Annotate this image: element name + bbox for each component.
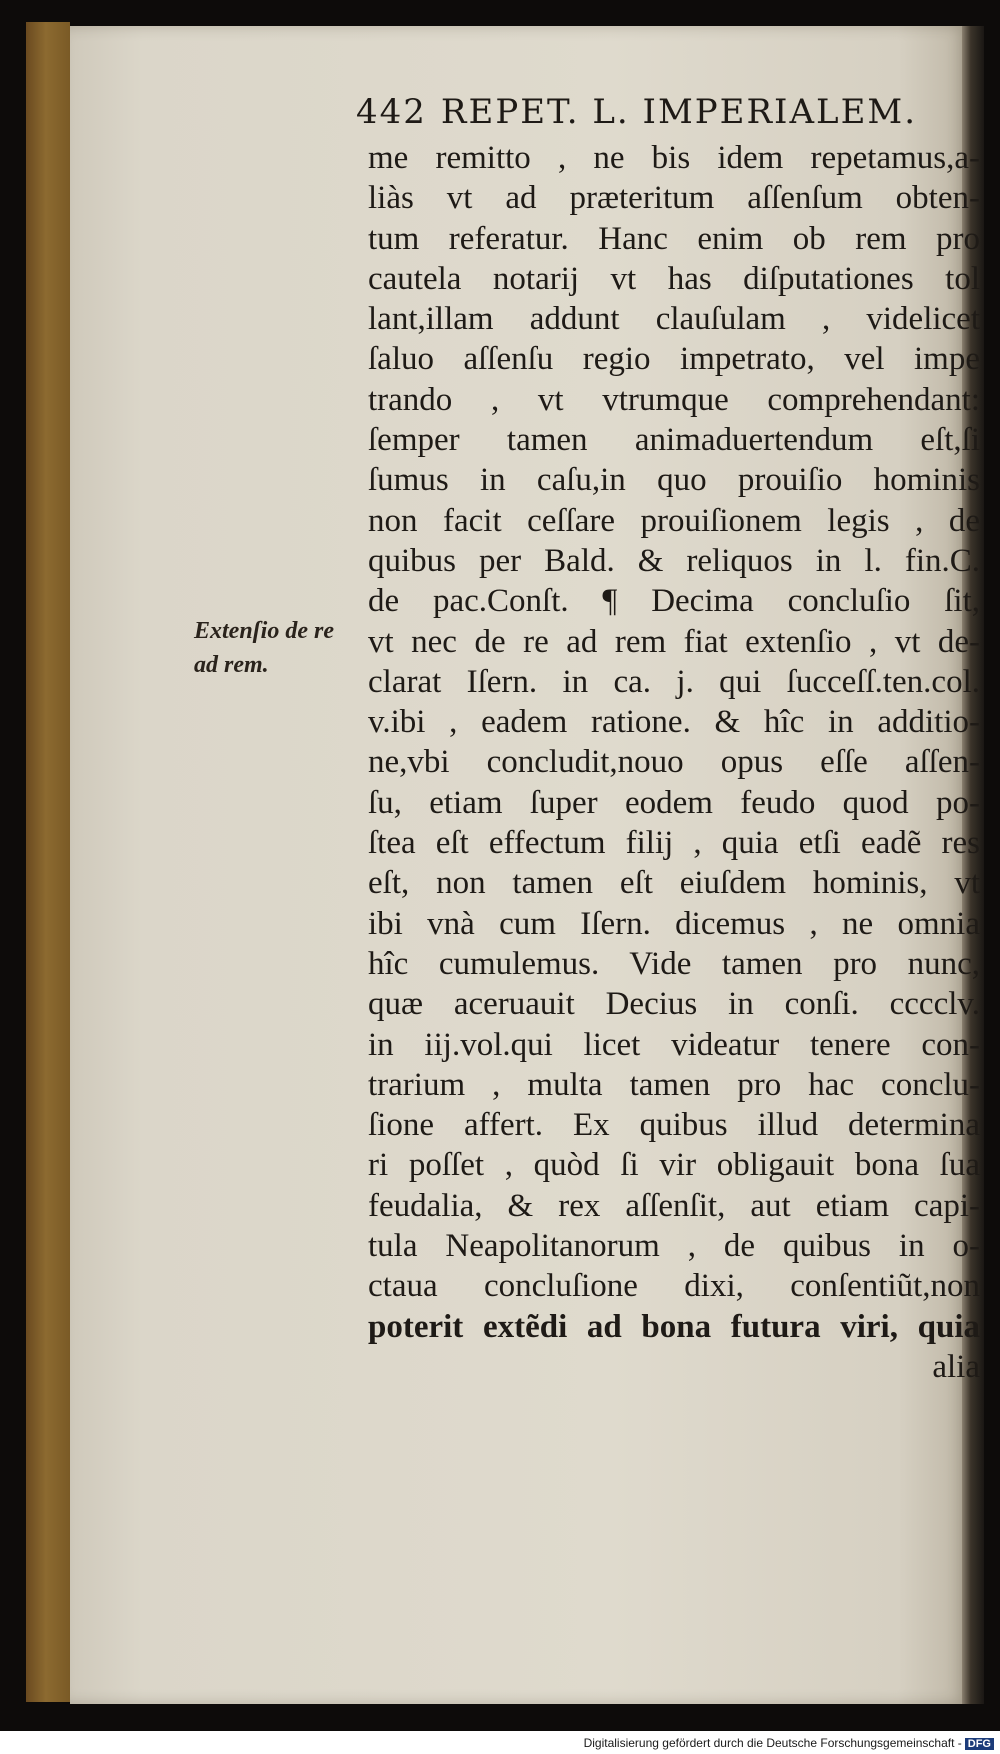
body-text (368, 138, 980, 1387)
running-header (356, 92, 917, 132)
page-number: 442 (356, 92, 427, 132)
text-line: ibi vnà cum Iſern. dicemus , ne omnia (368, 905, 980, 942)
text-line: hîc cumulemus. Vide tamen pro nunc, (368, 945, 980, 982)
text-line: trarium , multa tamen pro hac conclu- (368, 1066, 980, 1103)
text-line: de pac.Conſt. ¶ Decima concluſio ſit, (368, 583, 980, 620)
text-line: ſione affert. Ex quibus illud determina (368, 1107, 980, 1144)
text-line: ri poſſet , quòd ſi vir obligauit bona ſua (368, 1147, 980, 1184)
text-line: eſt, non tamen eſt eiuſdem hominis, vt (368, 865, 980, 902)
text-line: trando , vt vtrumque comprehendant: (368, 381, 980, 418)
text-line: me remitto , ne bis idem repetamus,a- (368, 140, 980, 176)
text-line: cautela notarij vt has diſputationes tol (368, 260, 980, 297)
credit-text: Digitalisierung gefördert durch die Deutsche Forschungsgemeinschaft - (583, 1736, 962, 1750)
catchword: alia (932, 1348, 980, 1385)
text-line: quibus per Bald. & reliquos in l. fin.C. (368, 542, 980, 579)
marginal-note-line: ad rem. (194, 652, 269, 678)
text-line: tula Neapolitanorum , de quibus in o- (368, 1228, 980, 1265)
text-line: ſaluo aſſenſu regio impetrato, vel impe (368, 341, 980, 378)
text-line: feudalia, & rex aſſenſit, aut etiam capi- (368, 1187, 980, 1224)
text-line: liàs vt ad præteritum aſſenſum obten- (368, 180, 980, 217)
dfg-logo: DFG (965, 1738, 994, 1750)
text-line: poterit extẽdi ad bona futura viri, quia (368, 1308, 980, 1345)
text-line: ctaua concluſione dixi, conſentiũt,non (368, 1268, 980, 1305)
text-line: ſemper tamen animaduertendum eſt,ſi (368, 422, 980, 459)
text-line: ne,vbi concludit,nouo opus eſſe aſſen- (368, 744, 980, 781)
text-line: vt nec de re ad rem fiat extenſio , vt de- (368, 623, 980, 660)
text-line: ſumus in caſu,in quo prouiſio hominis (368, 462, 980, 499)
text-line: non facit ceſſare prouiſionem legis , de (368, 502, 980, 539)
running-title: REPET. L. IMPERIALEM. (440, 92, 918, 132)
marginal-note (194, 614, 364, 682)
text-line: quæ aceruauit Decius in conſi. cccclv. (368, 986, 980, 1023)
digitization-credit (584, 1736, 994, 1750)
text-line: ſtea eſt effectum filij , quia etſi eadẽ res (368, 825, 980, 862)
book-binding-edge (26, 22, 70, 1702)
text-line: ſu, etiam ſuper eodem feudo quod po- (368, 784, 980, 821)
text-line: in iij.vol.qui licet videatur tenere con- (368, 1026, 980, 1063)
text-line: lant,illam addunt clauſulam , videlicet (368, 301, 980, 338)
text-line: v.ibi , eadem ratione. & hîc in additio- (368, 704, 980, 741)
text-line: clarat Iſern. in ca. j. qui ſucceſſ.ten.col. (368, 663, 980, 700)
text-line: tum referatur. Hanc enim ob rem pro (368, 220, 980, 257)
marginal-note-line: Extenſio de re (194, 618, 334, 644)
